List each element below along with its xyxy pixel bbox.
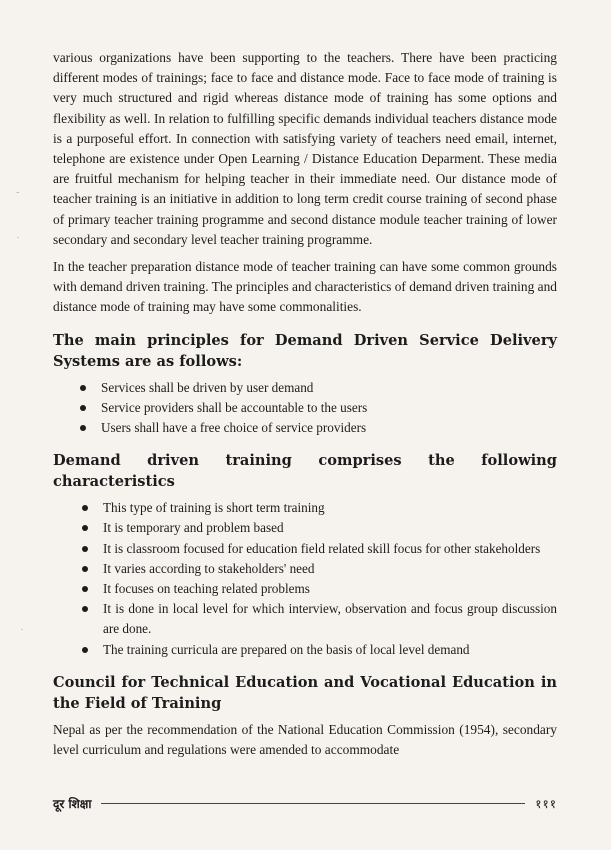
list-item: It focuses on teaching related problems: [53, 579, 557, 599]
bullet-icon: [80, 425, 86, 431]
section-heading-principles: The main principles for Demand Driven Service Delivery Systems are as follows:: [53, 331, 557, 370]
list-item: Services shall be driven by user demand: [53, 378, 557, 398]
footer-rule: [101, 803, 525, 804]
body-paragraph-1: various organizations have been supporting to the teachers. There have been practicing different modes of trainings; face to face and distance mode. Face to face mode of training is very much structured and rigid whereas distance mode of training has some options and flexibility as well. In relation to fulfilling specific demands individual teachers distance mode is a purposeful effort. In connection with satisfying variety of teachers need email, internet, telephone are existence under Open Learning / Distance Education Deparment. These media are fruitful mechanism for helping teacher in their immediate need. Our distance mode of teacher training is an initiative in addition to long term credit course training of second phase of primary teacher training programme and second distance module teacher training of lower secondary and secondary level teacher training programme.: [53, 50, 557, 247]
bullet-icon: [82, 546, 88, 552]
characteristics-list: [53, 498, 557, 660]
bullet-icon: [82, 606, 88, 612]
margin-mark: -: [16, 186, 20, 198]
list-item: This type of training is short term training: [53, 498, 557, 518]
bullet-icon: [82, 505, 88, 511]
list-item: The training curricula are prepared on the basis of local level demand: [53, 640, 557, 660]
bullet-icon: [80, 405, 86, 411]
principles-list: [53, 378, 557, 439]
list-item: Users shall have a free choice of service providers: [53, 418, 557, 438]
bullet-icon: [82, 647, 88, 653]
list-item: It is temporary and problem based: [53, 518, 557, 538]
page-footer: [53, 795, 557, 812]
page-number: १११: [535, 797, 557, 811]
list-item: It is classroom focused for education field related skill focus for other stakeholders: [53, 539, 557, 559]
list-item: It varies according to stakeholders' need: [53, 559, 557, 579]
bullet-icon: [82, 525, 88, 531]
list-item: It is done in local level for which interview, observation and focus group discussion are done.: [53, 599, 557, 639]
margin-mark: ·: [20, 624, 24, 636]
body-paragraph-2: In the teacher preparation distance mode of teacher training can have some common grounds with demand driven training. The principles and characteristics of demand driven training and distance mode of training may have some commonalities.: [53, 259, 557, 315]
margin-mark: ·: [16, 232, 20, 244]
bullet-icon: [80, 385, 86, 391]
footer-title: दूर शिक्षा: [53, 797, 92, 811]
section-heading-council: Council for Technical Education and Vocational Education in the Field of Training: [53, 673, 557, 712]
bullet-icon: [82, 566, 88, 572]
page-body: [53, 48, 557, 760]
body-paragraph-3: Nepal as per the recommendation of the National Education Commission (1954), secondary level curriculum and regulations were amended to accommodate: [53, 721, 557, 758]
section-heading-characteristics: Demand driven training comprises the following characteristics: [53, 452, 557, 491]
bullet-icon: [82, 586, 88, 592]
list-item: Service providers shall be accountable to the users: [53, 398, 557, 418]
